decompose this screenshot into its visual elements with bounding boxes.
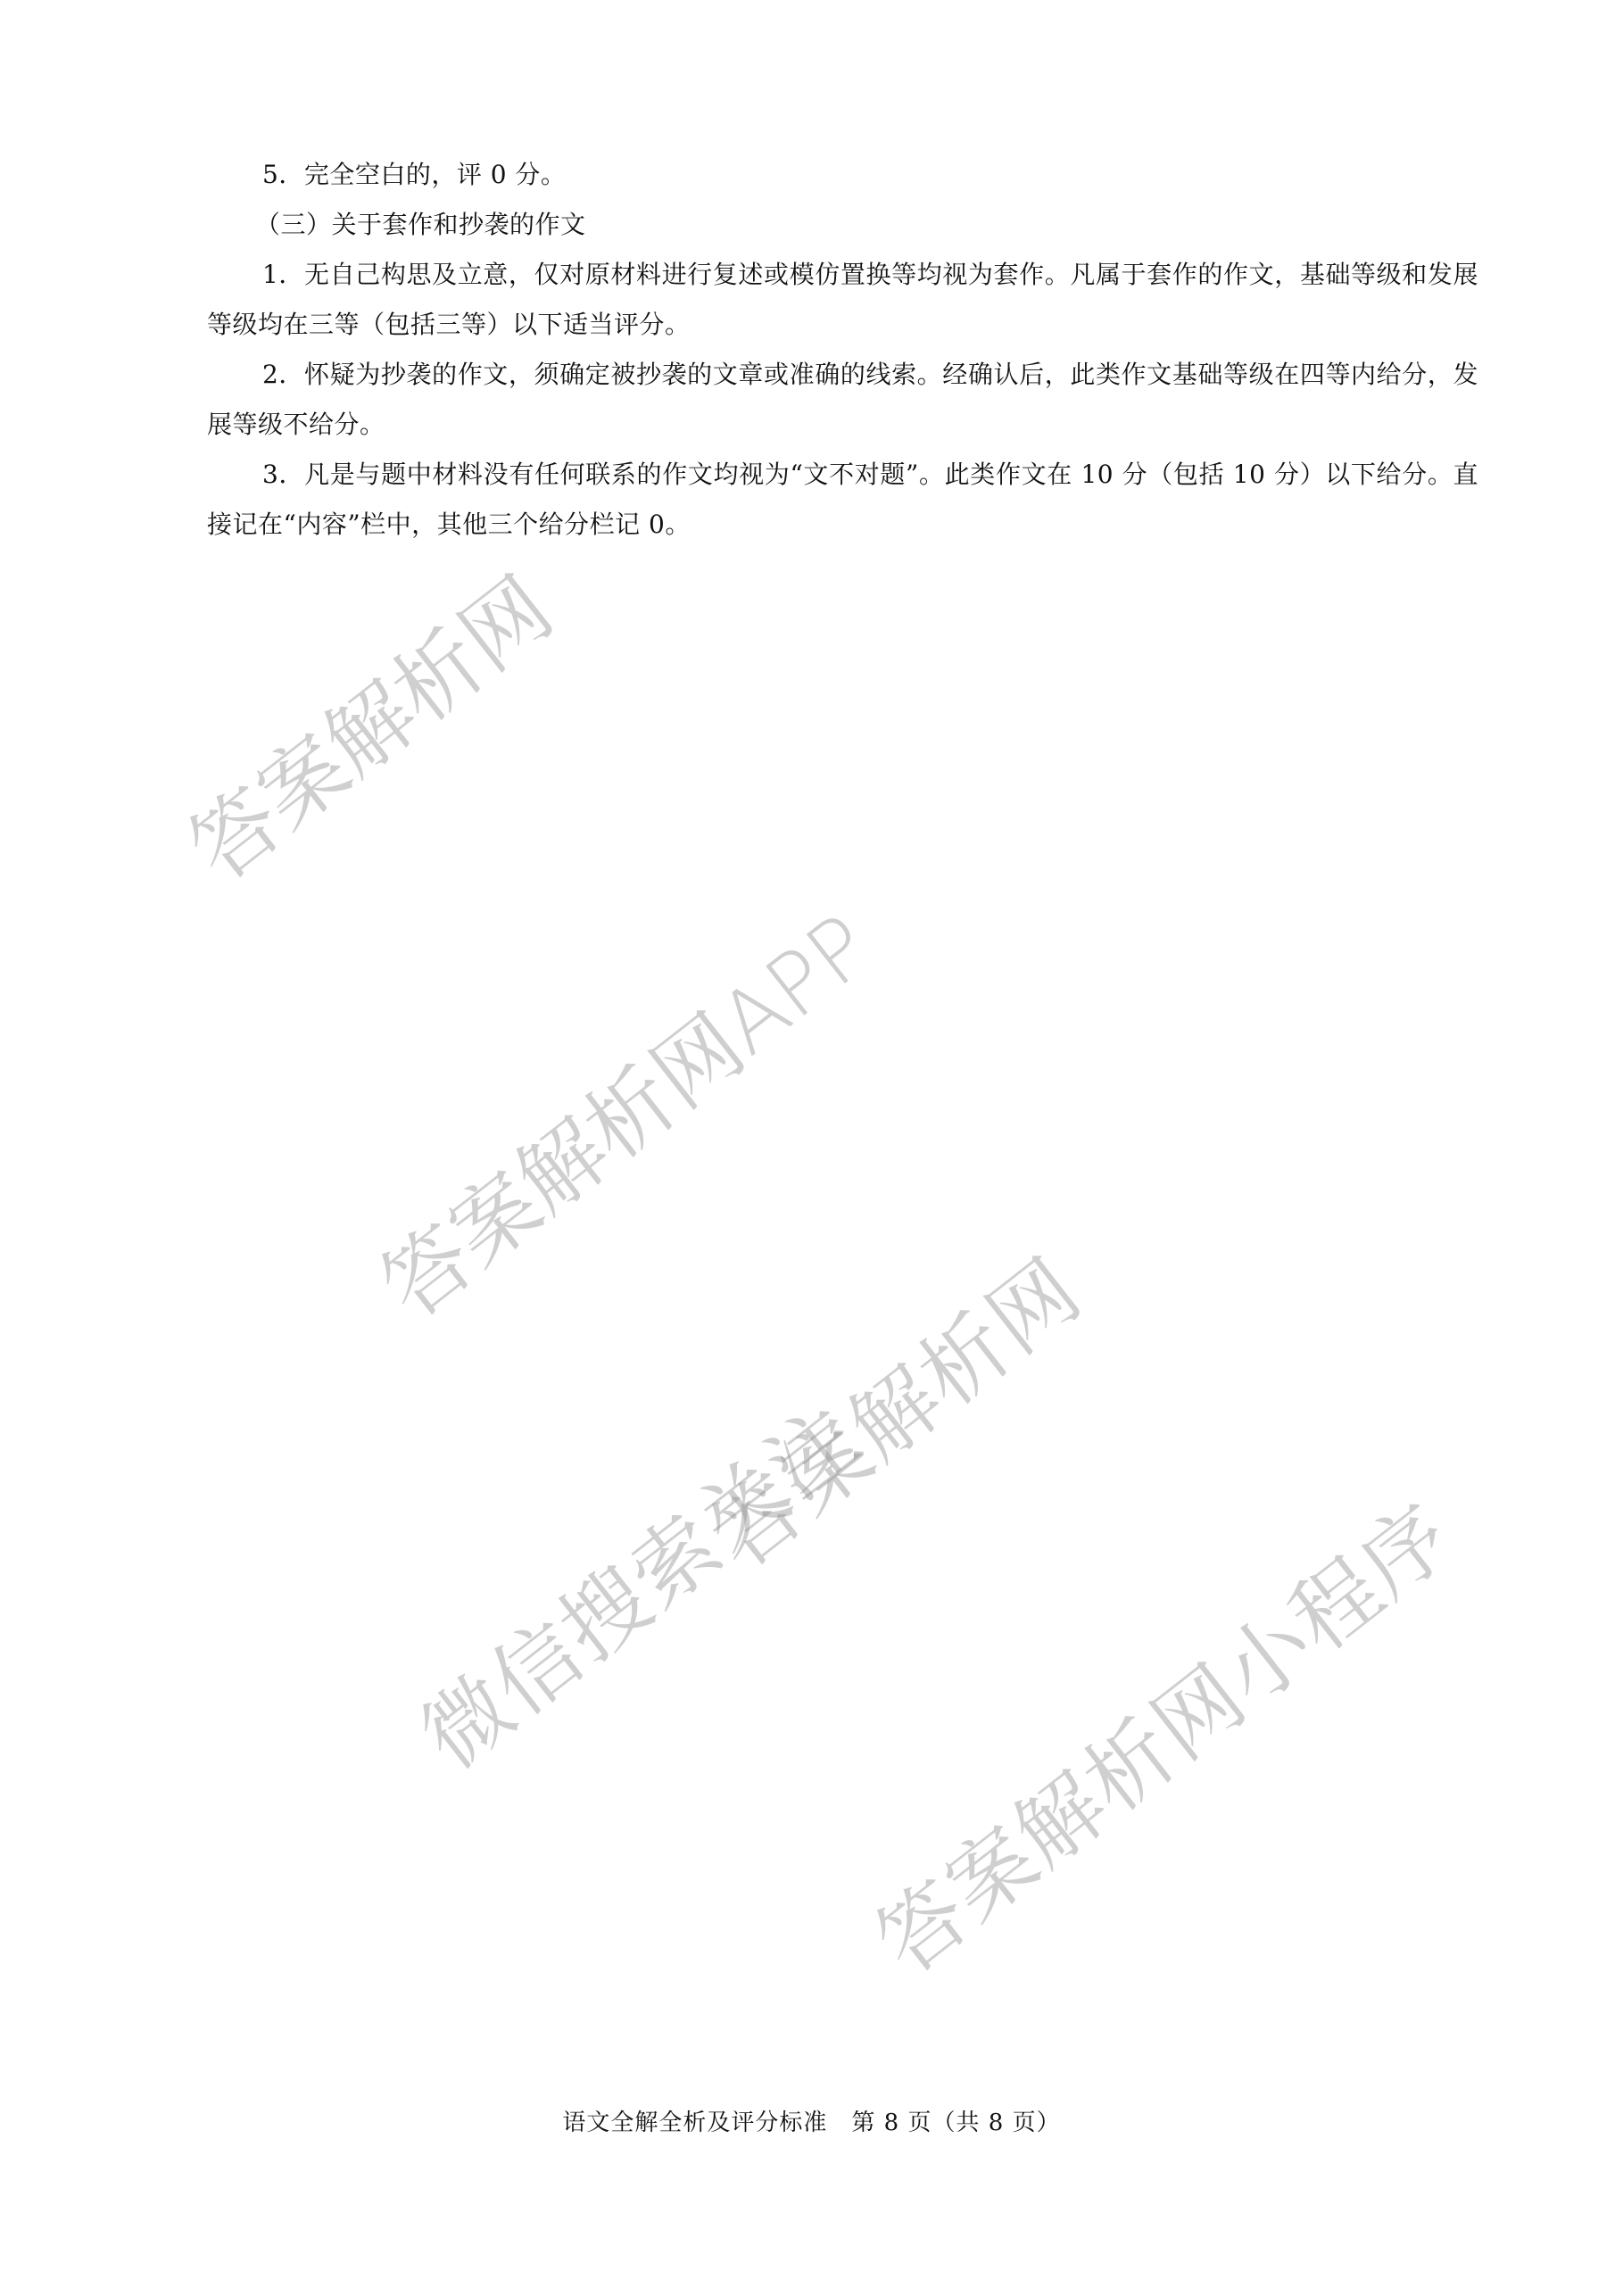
section-heading-plagiarism: （三）关于套作和抄袭的作文 — [255, 210, 586, 239]
watermark-5: 答案解析网小程序 — [858, 1484, 1472, 1994]
page-footer: 语文全解全析及评分标准 第 8 页（共 8 页） — [562, 2110, 1061, 2136]
paragraph-template-essay: 1．无自己构思及立意，仅对原材料进行复述或模仿置换等均视为套作。凡属于套作的作文，基础等级和发展等级均在三等（包括三等）以下适当评分。 — [207, 260, 1478, 339]
watermark-3: 答案解析网 — [693, 1239, 1100, 1588]
paragraph-off-topic-essay: 3．凡是与题中材料没有任何联系的作文均视为“文不对题”。此类作文在 10 分（包括 10 分）以下给分。直接记在“内容”栏中，其他三个给分栏记 0。 — [207, 460, 1478, 539]
body-text — [207, 150, 1478, 550]
paragraph-blank-score: 5．完全空白的，评 0 分。 — [262, 160, 567, 189]
watermark-1: 答案解析网 — [171, 558, 571, 901]
paragraph-copied-essay: 2．怀疑为抄袭的作文，须确定被抄袭的文章或准确的线索。经确认后，此类作文基础等级在四等内给分，发展等级不给分。 — [207, 360, 1478, 439]
watermark-4: 微信搜索关注 — [403, 1386, 879, 1789]
watermark-2: 答案解析网APP — [363, 895, 890, 1339]
